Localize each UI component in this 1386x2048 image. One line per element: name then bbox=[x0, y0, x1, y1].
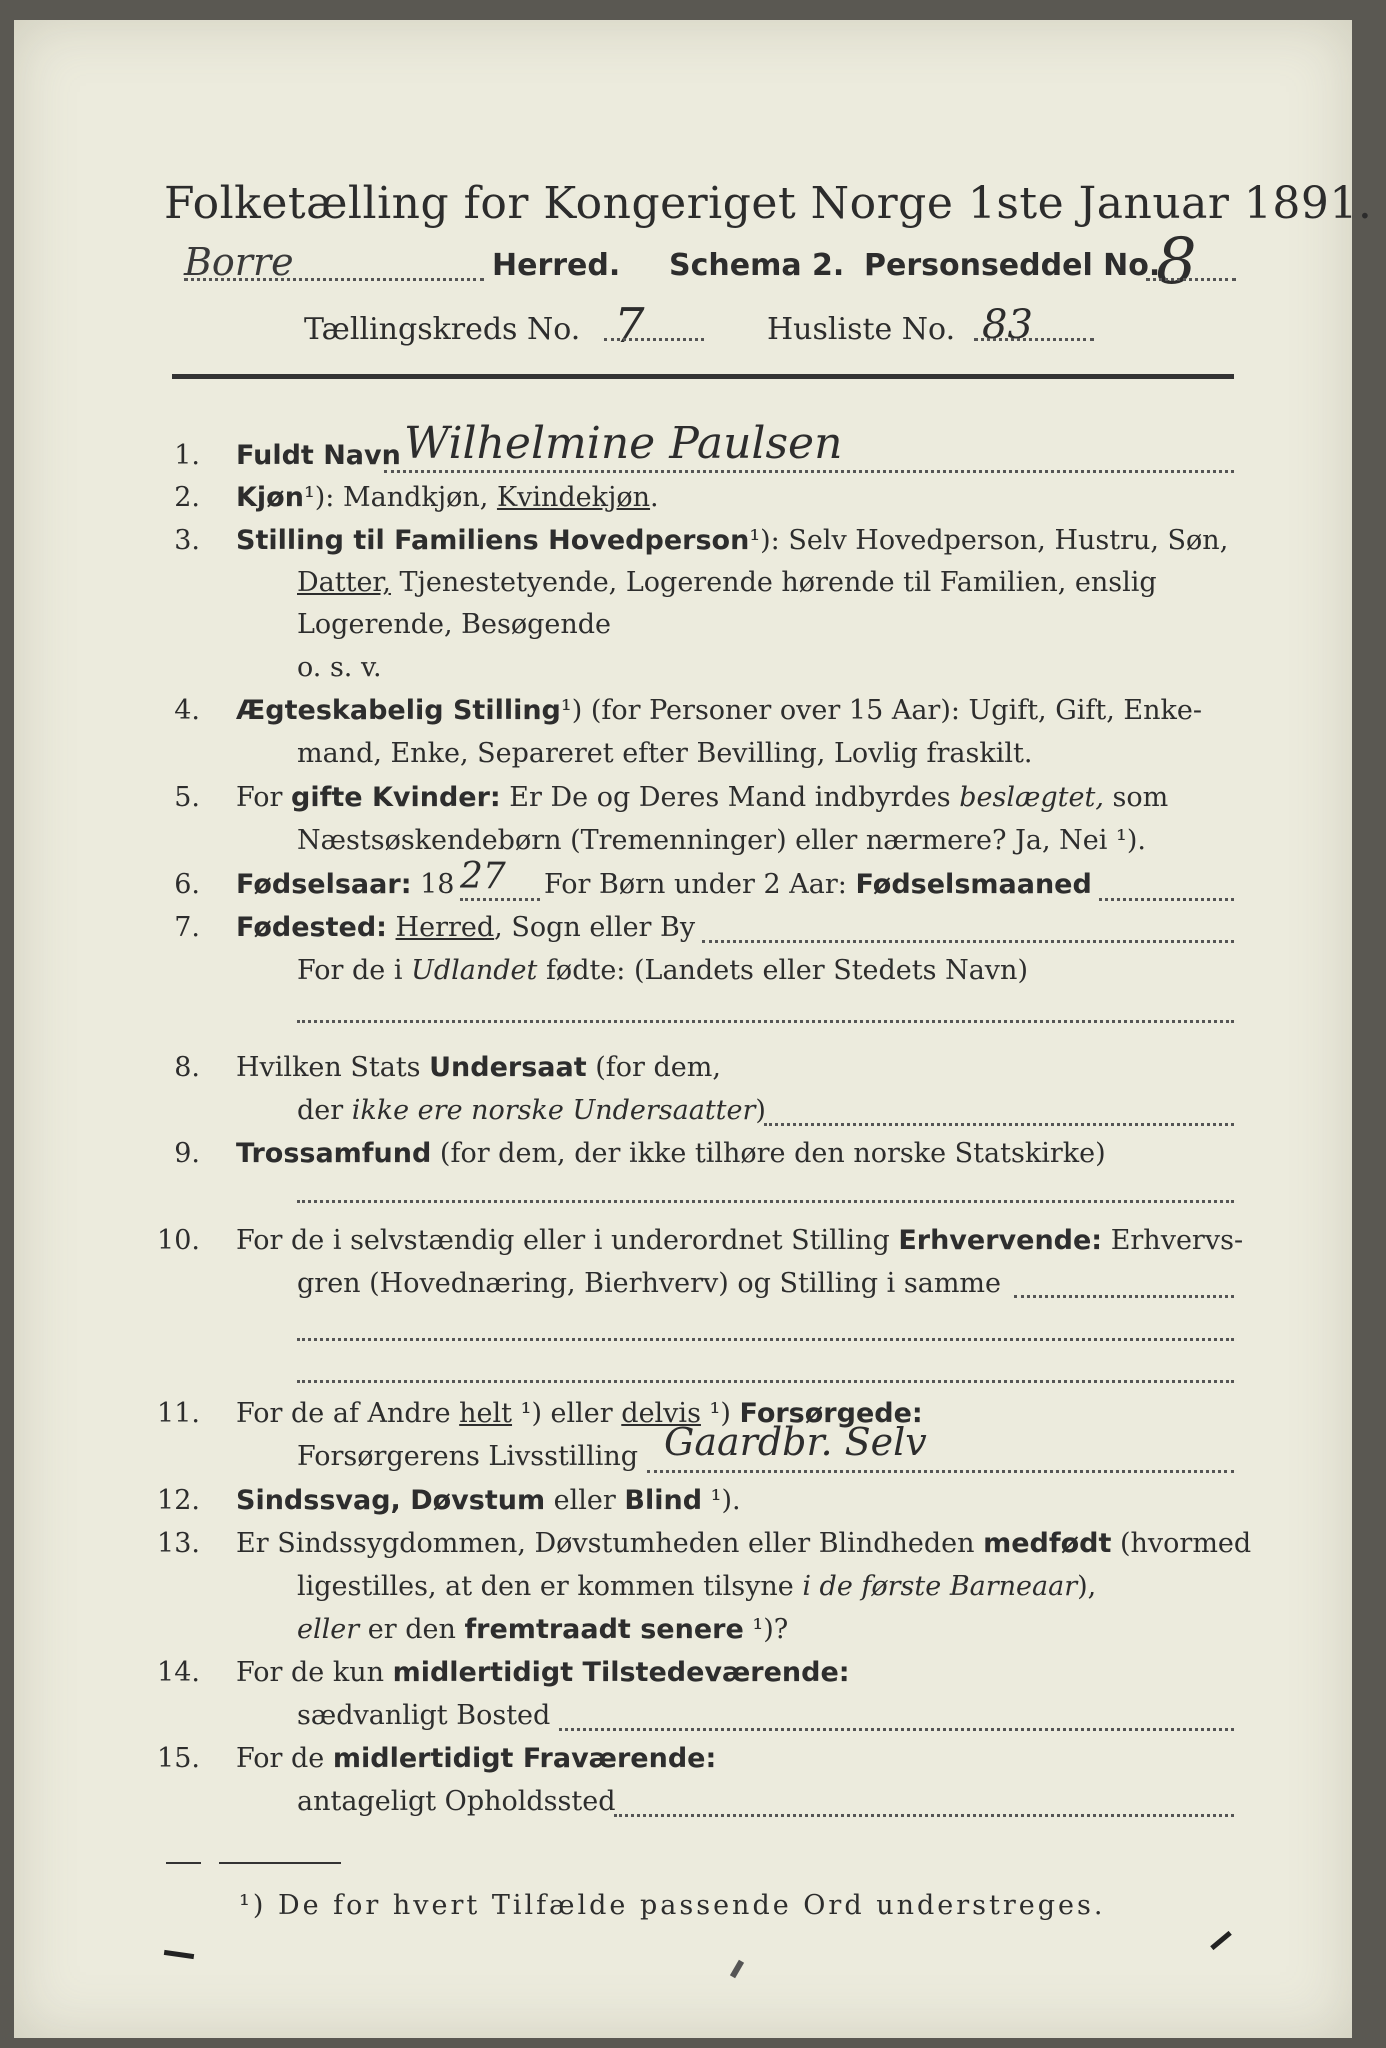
field-13-line3a: er den bbox=[359, 1614, 465, 1645]
field-13-label: medfødt bbox=[983, 1528, 1112, 1559]
field-14-label: midlertidigt Tilstedeværende: bbox=[392, 1657, 850, 1688]
field-6-dots bbox=[460, 898, 540, 901]
field-6-number: 6. bbox=[174, 869, 200, 900]
field-7-number: 7. bbox=[174, 912, 200, 943]
field-7-line2a: For de i bbox=[297, 955, 412, 986]
form-title: Folketælling for Kongeriget Norge 1ste Januar 1891. bbox=[164, 178, 1373, 229]
field-15-dots bbox=[614, 1814, 1234, 1817]
field-15-line-1 bbox=[236, 1743, 716, 1774]
field-11-u2: delvis bbox=[621, 1398, 701, 1429]
husliste-dots bbox=[974, 338, 1094, 341]
field-7-dots bbox=[702, 940, 1234, 943]
field-8-dots bbox=[764, 1123, 1234, 1126]
field-5-line-2: Næstsøskendebørn (Tremenninger) eller nærmere? Ja, Nei ¹). bbox=[297, 825, 1146, 856]
field-1-value: Wilhelmine Paulsen bbox=[404, 418, 843, 469]
field-13-line2a: ligestilles, at den er kommen tilsyne bbox=[297, 1571, 803, 1602]
field-10-line-2: gren (Hovednæring, Bierhverv) og Stilling i samme bbox=[297, 1268, 1002, 1299]
field-8-line-2 bbox=[297, 1095, 766, 1126]
field-8-number: 8. bbox=[174, 1052, 200, 1083]
field-10-dots-1 bbox=[1014, 1295, 1234, 1298]
herred-dots bbox=[184, 278, 484, 281]
field-1-label: Fuldt Navn bbox=[236, 440, 401, 471]
field-13-italic: i de første Barneaar bbox=[802, 1571, 1078, 1602]
field-13-number: 13. bbox=[157, 1528, 200, 1559]
field-10-dots-2 bbox=[297, 1338, 1234, 1341]
field-9-number: 9. bbox=[174, 1138, 200, 1169]
field-10-line1b: Erhvervs- bbox=[1102, 1225, 1244, 1256]
field-9-line bbox=[236, 1138, 1106, 1169]
field-5-label: gifte Kvinder: bbox=[291, 782, 501, 813]
field-11-line1a: For de af Andre bbox=[236, 1398, 460, 1429]
field-7-label: Fødested: bbox=[236, 912, 387, 943]
field-3-line2: Tjenestetyende, Logerende hørende til Familien, enslig bbox=[390, 567, 1157, 598]
field-12-tail: ¹). bbox=[702, 1485, 741, 1516]
field-10-line1a: For de i selvstændig eller i underordnet Stilling bbox=[236, 1225, 899, 1256]
field-11-line1b: ¹) eller bbox=[512, 1398, 622, 1429]
field-11-u1: helt bbox=[459, 1398, 513, 1429]
field-6-label2: Fødselsmaaned bbox=[855, 869, 1092, 900]
field-7-line-1 bbox=[236, 912, 695, 943]
field-2-underlined: Kvindekjøn bbox=[496, 482, 651, 513]
field-7-dots-2 bbox=[297, 1020, 1234, 1023]
field-5-italic: beslægtet, bbox=[959, 782, 1104, 813]
field-6-mid: For Børn under 2 Aar: bbox=[544, 869, 856, 900]
field-12-line1: eller bbox=[545, 1485, 625, 1516]
field-10-line-1 bbox=[236, 1225, 1243, 1256]
header-rule bbox=[172, 374, 1234, 379]
husliste-value: 83 bbox=[982, 302, 1033, 348]
field-14-line-2: sædvanligt Bosted bbox=[297, 1700, 551, 1731]
field-9-line1: (for dem, der ikke tilhøre den norske Statskirke) bbox=[431, 1138, 1106, 1169]
field-2-text: ¹): Mandkjøn, bbox=[303, 482, 497, 513]
field-15-label: midlertidigt Fraværende: bbox=[332, 1743, 717, 1774]
field-10-dots-3 bbox=[297, 1380, 1234, 1383]
field-13-line2b: ), bbox=[1077, 1571, 1097, 1602]
field-8-line2b: ) bbox=[755, 1095, 766, 1126]
field-13-line-2 bbox=[297, 1571, 1096, 1602]
field-4-line-1 bbox=[236, 695, 1202, 726]
husliste-label: Husliste No. bbox=[767, 312, 956, 347]
field-3-underlined: Datter, bbox=[297, 567, 391, 598]
field-6-value: 27 bbox=[460, 856, 506, 897]
field-9-dots bbox=[297, 1200, 1234, 1203]
field-6-line-b bbox=[544, 869, 1092, 900]
field-14-number: 14. bbox=[157, 1657, 200, 1688]
field-11-value: Gaardbr. Selv bbox=[664, 1420, 927, 1464]
field-14-line-1 bbox=[236, 1657, 850, 1688]
field-11-label: Forsørgede: bbox=[739, 1398, 923, 1429]
kreds-dots bbox=[604, 338, 704, 341]
kreds-value: 7 bbox=[614, 298, 645, 354]
field-12-label: Sindssvag, Døvstum bbox=[236, 1485, 546, 1516]
field-3-line-2 bbox=[297, 567, 1157, 598]
footnote-rule bbox=[219, 1862, 341, 1864]
field-8-line1: Hvilken Stats bbox=[236, 1052, 430, 1083]
field-5-label-plain: For bbox=[236, 782, 283, 813]
field-1-dots bbox=[384, 470, 1234, 473]
field-8-line-1 bbox=[236, 1052, 721, 1083]
field-8-line1b: (for dem, bbox=[586, 1052, 721, 1083]
field-12-line bbox=[236, 1485, 741, 1516]
field-10-number: 10. bbox=[157, 1225, 200, 1256]
field-13-line1b: (hvormed bbox=[1111, 1528, 1252, 1559]
personseddel-dots bbox=[1146, 278, 1236, 281]
field-6-prefix: 18 bbox=[411, 869, 455, 900]
field-15-number: 15. bbox=[157, 1743, 200, 1774]
field-5-line1a: Er De og Deres Mand indbyrdes bbox=[500, 782, 960, 813]
field-3-line-3: Logerende, Besøgende bbox=[297, 609, 611, 640]
field-7-underlined: Herred bbox=[395, 912, 495, 943]
field-3-line-1 bbox=[236, 525, 1228, 556]
field-14-dots bbox=[559, 1728, 1234, 1731]
field-7-line-2 bbox=[297, 955, 1028, 986]
field-2-line bbox=[236, 482, 659, 513]
field-12-label2: Blind bbox=[624, 1485, 703, 1516]
field-7-text: , Sogn eller By bbox=[494, 912, 696, 943]
field-3-label: Stilling til Familiens Hovedperson bbox=[236, 525, 750, 556]
field-14-line1a: For de kun bbox=[236, 1657, 393, 1688]
field-3-line-4: o. s. v. bbox=[297, 652, 382, 683]
field-15-line-2: antageligt Opholdssted bbox=[297, 1786, 616, 1817]
field-11-line1c: ¹) bbox=[700, 1398, 740, 1429]
field-9-label: Trossamfund bbox=[236, 1138, 432, 1169]
field-6-label: Fødselsaar: bbox=[236, 869, 412, 900]
herred-label: Herred. bbox=[492, 248, 621, 283]
field-3-line1: ¹): Selv Hovedperson, Hustru, Søn, bbox=[749, 525, 1229, 556]
field-6-month-dots bbox=[1099, 898, 1234, 901]
field-4-number: 4. bbox=[174, 695, 200, 726]
field-8-italic: ikke ere norske Undersaatter bbox=[351, 1095, 756, 1126]
field-2-label: Kjøn bbox=[236, 482, 304, 513]
ink-mark-right bbox=[1210, 1931, 1232, 1950]
field-12-number: 12. bbox=[157, 1485, 200, 1516]
field-7-italic: Udlandet bbox=[411, 955, 538, 986]
field-7-line2b: fødte: (Landets eller Stedets Navn) bbox=[537, 955, 1028, 986]
field-2-tail: . bbox=[650, 482, 659, 513]
footnote: ¹) De for hvert Tilfælde passende Ord understreges. bbox=[239, 1890, 1106, 1921]
field-13-label2: fremtraadt senere bbox=[464, 1614, 744, 1645]
field-4-line1: ¹) (for Personer over 15 Aar): Ugift, Gift, Enke- bbox=[560, 695, 1202, 726]
field-3-number: 3. bbox=[174, 525, 200, 556]
field-13-italic-2: eller bbox=[297, 1614, 360, 1645]
ink-mark-left bbox=[164, 1950, 194, 1959]
field-8-line2a: der bbox=[297, 1095, 352, 1126]
field-13-line1a: Er Sindssygdommen, Døvstumheden eller Blindheden bbox=[236, 1528, 984, 1559]
field-1-number: 1. bbox=[174, 440, 200, 471]
footnote-rule-short bbox=[166, 1862, 201, 1864]
field-5-number: 5. bbox=[174, 782, 200, 813]
field-2-number: 2. bbox=[174, 482, 200, 513]
field-6-line bbox=[236, 869, 454, 900]
personseddel-label: Personseddel No. bbox=[864, 248, 1161, 283]
field-13-line3b: ¹)? bbox=[743, 1614, 789, 1645]
field-4-label: Ægteskabelig Stilling bbox=[236, 695, 561, 726]
field-5-line1b: som bbox=[1103, 782, 1169, 813]
field-11-number: 11. bbox=[157, 1398, 200, 1429]
kreds-label: Tællingskreds No. bbox=[304, 312, 581, 347]
schema-label: Schema 2. bbox=[669, 248, 845, 283]
field-15-line1a: For de bbox=[236, 1743, 333, 1774]
field-8-label: Undersaat bbox=[429, 1052, 587, 1083]
herred-name: Borre bbox=[184, 240, 294, 284]
census-form-page bbox=[14, 20, 1373, 2038]
field-11-dots bbox=[647, 1470, 1234, 1473]
field-11-line-2: Forsørgerens Livsstilling bbox=[297, 1441, 639, 1472]
field-4-line-2: mand, Enke, Separeret efter Bevilling, Lovlig fraskilt. bbox=[297, 738, 1033, 769]
ink-mark-center bbox=[730, 1960, 744, 1979]
field-5-line-1 bbox=[236, 782, 1168, 813]
field-10-label: Erhvervende: bbox=[898, 1225, 1103, 1256]
field-13-line-1 bbox=[236, 1528, 1251, 1559]
field-13-line-3 bbox=[297, 1614, 788, 1645]
personseddel-value: 8 bbox=[1156, 225, 1197, 299]
